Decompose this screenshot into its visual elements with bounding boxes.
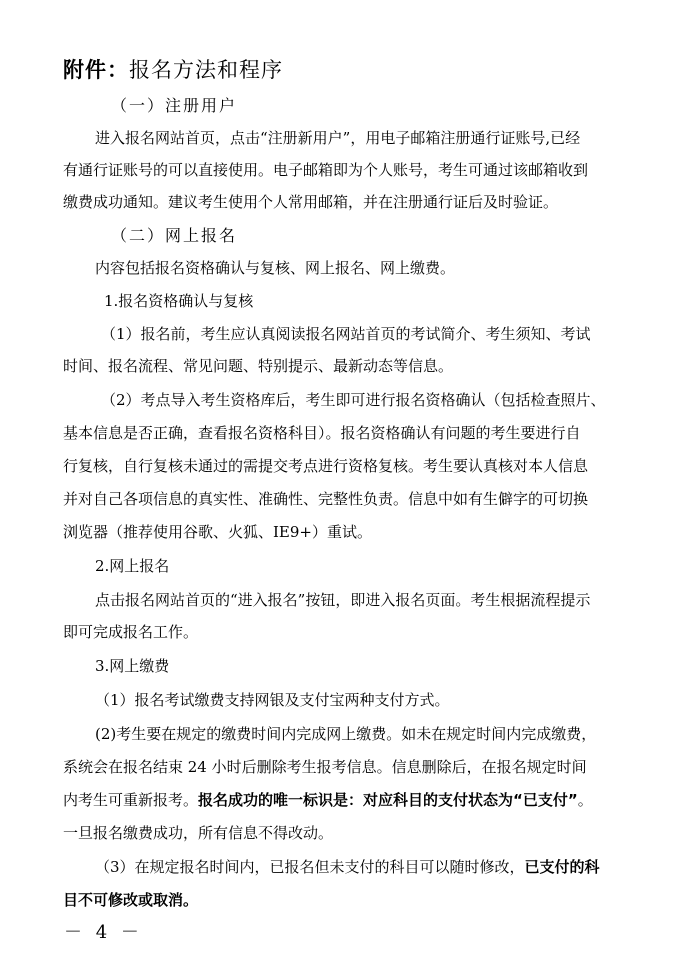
- section1-line-3: 缴费成功通知。建议考生使用个人常用邮箱，并在注册通行证后及时验证。: [63, 193, 559, 211]
- item3-p2-line-3-normal: 内考生可重新报考。: [63, 791, 199, 809]
- section1-line-2: 有通行证账号的可以直接使用。电子邮箱即为个人账号，考生可通过该邮箱收到: [63, 161, 589, 179]
- item1-p2-line-1: （2）考点导入考生资格库后，考生即可进行报名资格确认（包括检查照片、: [101, 391, 606, 409]
- item2-line-1: 点击报名网站首页的“进入报名”按钮，即进入报名页面。考生根据流程提示: [95, 591, 591, 609]
- item2-heading: 2.网上报名: [95, 557, 170, 575]
- item2-line-2: 即可完成报名工作。: [63, 623, 199, 641]
- item3-p3-line-1-bold: 已支付的科: [524, 858, 600, 876]
- item3-p2-line-2: 系统会在报名结束 24 小时后删除考生报考信息。信息删除后，在报名规定时间: [63, 758, 587, 776]
- section1-line-1: 进入报名网站首页，点击“注册新用户”，用电子邮箱注册通行证账号,已经: [95, 129, 581, 147]
- item1-heading: 1.报名资格确认与复核: [104, 292, 254, 310]
- item3-p2-line-4: 一旦报名缴费成功，所有信息不得改动。: [63, 824, 334, 842]
- page-number: － 4 －: [64, 922, 143, 943]
- item3-p2-line-3-end: 。: [577, 791, 593, 809]
- item3-p3-line-1: [95, 857, 600, 877]
- success-identifier-text: 报名成功的唯一标识是：对应科目的支付状态为“已支付”: [198, 791, 578, 809]
- item1-p2-line-3: 行复核，自行复核未通过的需提交考点进行资格复核。考生要认真核对本人信息: [63, 457, 589, 475]
- item3-p1: （1）报名考试缴费支持网银及支付宝两种支付方式。: [95, 691, 450, 709]
- section2-heading: （二）网上报名: [111, 226, 238, 245]
- item3-heading: 3.网上缴费: [95, 657, 170, 675]
- page-title: [63, 54, 283, 84]
- item3-p3-line-2: 目不可修改或取消。: [63, 891, 199, 909]
- title-text: 报名方法和程序: [129, 58, 283, 82]
- item3-p2-line-1: (2)考生要在规定的缴费时间内完成网上缴费。如未在规定时间内完成缴费，: [95, 725, 597, 743]
- item3-p2-line-3: [63, 790, 593, 810]
- section1-heading: （一）注册用户: [111, 96, 238, 115]
- item3-p3-line-1-normal: （3）在规定报名时间内，已报名但未支付的科目可以随时修改，: [95, 858, 525, 876]
- item1-p1-line-2: 时间、报名流程、常见问题、特别提示、最新动态等信息。: [63, 357, 454, 375]
- section2-intro: 内容包括报名资格确认与复核、网上报名、网上缴费。: [95, 259, 456, 277]
- item1-p2-line-5: 浏览器（推荐使用谷歌、火狐、IE9+）重试。: [63, 523, 372, 541]
- item1-p2-line-4: 并对自己各项信息的真实性、准确性、完整性负责。信息中如有生僻字的可切换: [63, 490, 589, 508]
- title-prefix: 附件：: [63, 58, 129, 82]
- item1-p1-line-1: （1）报名前，考生应认真阅读报名网站首页的考试简介、考生须知、考试: [101, 325, 591, 343]
- item1-p2-line-2: 基本信息是否正确，查看报名资格科目）。报名资格确认有问题的考生要进行自: [63, 424, 581, 442]
